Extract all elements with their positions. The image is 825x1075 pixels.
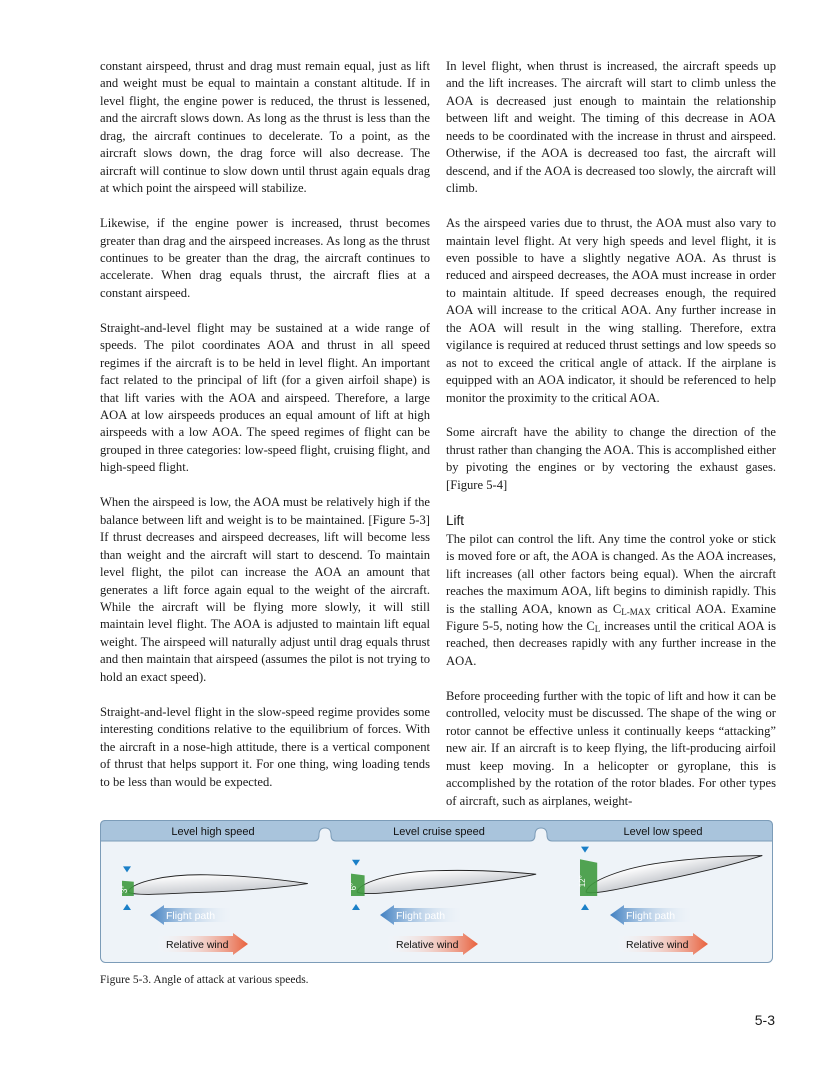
panel-title: Level low speed <box>623 826 703 838</box>
text-run: increases until the critical AOA is reached, then decreases rapidly with any further increase in the AOA. <box>446 619 776 668</box>
subscript: L <box>594 624 601 634</box>
page-number: 5-3 <box>754 1012 775 1028</box>
flight-path-label: Flight path <box>396 910 446 922</box>
paragraph: Straight-and-level flight in the slow-speed regime provides some interesting conditions relative to the equilibrium of forces. With the aircraft in a nose-high attitude, there is a vertical component of thrust that helps support it. For one thing, wing loading tends to be less than would be expected. <box>100 704 430 789</box>
relative-wind-label: Relative wind <box>166 939 229 951</box>
paragraph: constant airspeed, thrust and drag must remain equal, just as lift and weight must be equal to maintain a constant altitude. If in level flight, the engine power is reduced, the thrust is lessened, and the aircraft slows down. As long as the thrust is less than the drag, the aircraft continues to decelerate. To a point, as the aircraft slows down, the drag force will also decrease. The aircraft will continue to slow down until thrust again equals drag at which point the airspeed will stabilize. <box>100 59 430 196</box>
paragraph: Some aircraft have the ability to change the direction of the thrust rather than changing the AOA. This is accomplished either by pivoting the engines or by vectoring the exhaust gases. [Figure 5-4] <box>446 425 776 492</box>
relative-wind-label: Relative wind <box>396 939 459 951</box>
subscript: L-MAX <box>621 606 651 617</box>
paragraph: As the airspeed varies due to thrust, the AOA must also vary to maintain level flight. At very high speeds and level flight, it is even possible to have a slightly negative AOA. As thrust is reduced and airspeed decreases, the AOA must increase in order to maintain altitude. If speed decreases enough, the required AOA will increase to the critical AOA. Any further increase in the AOA will result in the wing stalling. Therefore, extra vigilance is required at reduced thrust settings and low speeds so as not to exceed the critical angle of attack. If the airplane is equipped with an AOA indicator, it should be referenced to help monitor the proximity to the critical AOA. <box>446 216 776 405</box>
text-run: The pilot can control the lift. Any time the control yoke or stick is moved fore or aft, the AOA is changed. As the AOA increases, lift increases (all other factors being equal). When the aircraft reaches the maximum AOA, lift begins to diminish rapidly. This is the stalling AOA, known as C <box>446 531 776 616</box>
flight-path-label: Flight path <box>626 910 676 922</box>
paragraph: In level flight, when thrust is increased, the aircraft speeds up and the lift increases. The aircraft will start to climb unless the AOA is decreased just enough to maintain the relationship between lift and weight. The timing of this decrease in AOA needs to be coordinated with the increase in thrust and airspeed. Otherwise, if the AOA is decreased too fast, the aircraft will descend, and if the AOA is decreased too slowly, the aircraft will climb. <box>446 59 776 196</box>
flight-path-label: Flight path <box>166 910 216 922</box>
angle-label: 3° <box>120 885 129 894</box>
figure-caption: Figure 5-3. Angle of attack at various speeds. <box>100 974 309 986</box>
paragraph: Before proceeding further with the topic of lift and how it can be controlled, velocity must be discussed. The shape of the wing or rotor cannot be effective unless it continually keeps “attacking” new air. If an aircraft is to keep flying, the lift-producing airfoil must keep moving. In a helicopter or gyroplane, this is accomplished by the rotation of the rotor blades. For other types of aircraft, such as airplanes, weight- <box>446 688 776 808</box>
left-column <box>100 58 430 808</box>
angle-of-attack-wedge <box>349 874 365 896</box>
figure-illustration <box>100 820 773 963</box>
panel-title: Level cruise speed <box>393 826 485 838</box>
relative-wind-label: Relative wind <box>626 939 689 951</box>
right-column <box>446 58 776 827</box>
angle-label: 6° <box>349 882 358 891</box>
section-heading-lift: Lift <box>446 512 465 528</box>
angle-of-attack-wedge <box>120 881 134 896</box>
paragraph <box>446 531 776 671</box>
text-run: critical AOA. Examine Figure 5-5, noting how the C <box>446 601 777 633</box>
figure-angle-of-attack <box>100 820 773 963</box>
angle-label: 12° <box>578 875 587 888</box>
paragraph: Straight-and-level flight may be sustained at a wide range of speeds. The pilot coordinates AOA and thrust in all speed regimes if the aircraft is to be held in level flight. An important fact related to the principal of lift (for a given airfoil shape) is that lift varies with the AOA and airspeed. Therefore, a large AOA at low airspeeds produces an equal amount of lift at high airspeeds with a low AOA. The speed regimes of flight can be grouped in three categories: low-speed flight, cruising flight, and high-speed flight. <box>100 320 430 475</box>
paragraph: When the airspeed is low, the AOA must be relatively high if the balance between lift and weight is to be maintained. [Figure 5-3] If thrust decreases and airspeed decreases, lift will become less than weight and the aircraft will start to descend. To maintain level flight, the pilot can increase the AOA an amount that generates a lift force again equal to the weight of the aircraft. While the aircraft will be flying more slowly, it will still maintain level flight. The AOA is adjusted to maintain lift equal weight. The airspeed will naturally adjust until drag equals thrust and then maintain that airspeed (assumes the pilot is not trying to hold an exact speed). <box>100 495 430 684</box>
angle-of-attack-wedge <box>578 859 597 896</box>
panel-title: Level high speed <box>171 826 255 838</box>
paragraph: Likewise, if the engine power is increased, thrust becomes greater than drag and the airspeed increases. As long as the thrust continues to be greater than the drag, the aircraft continues to accelerate. When drag equals thrust, the aircraft flies at a constant airspeed. <box>100 216 430 300</box>
